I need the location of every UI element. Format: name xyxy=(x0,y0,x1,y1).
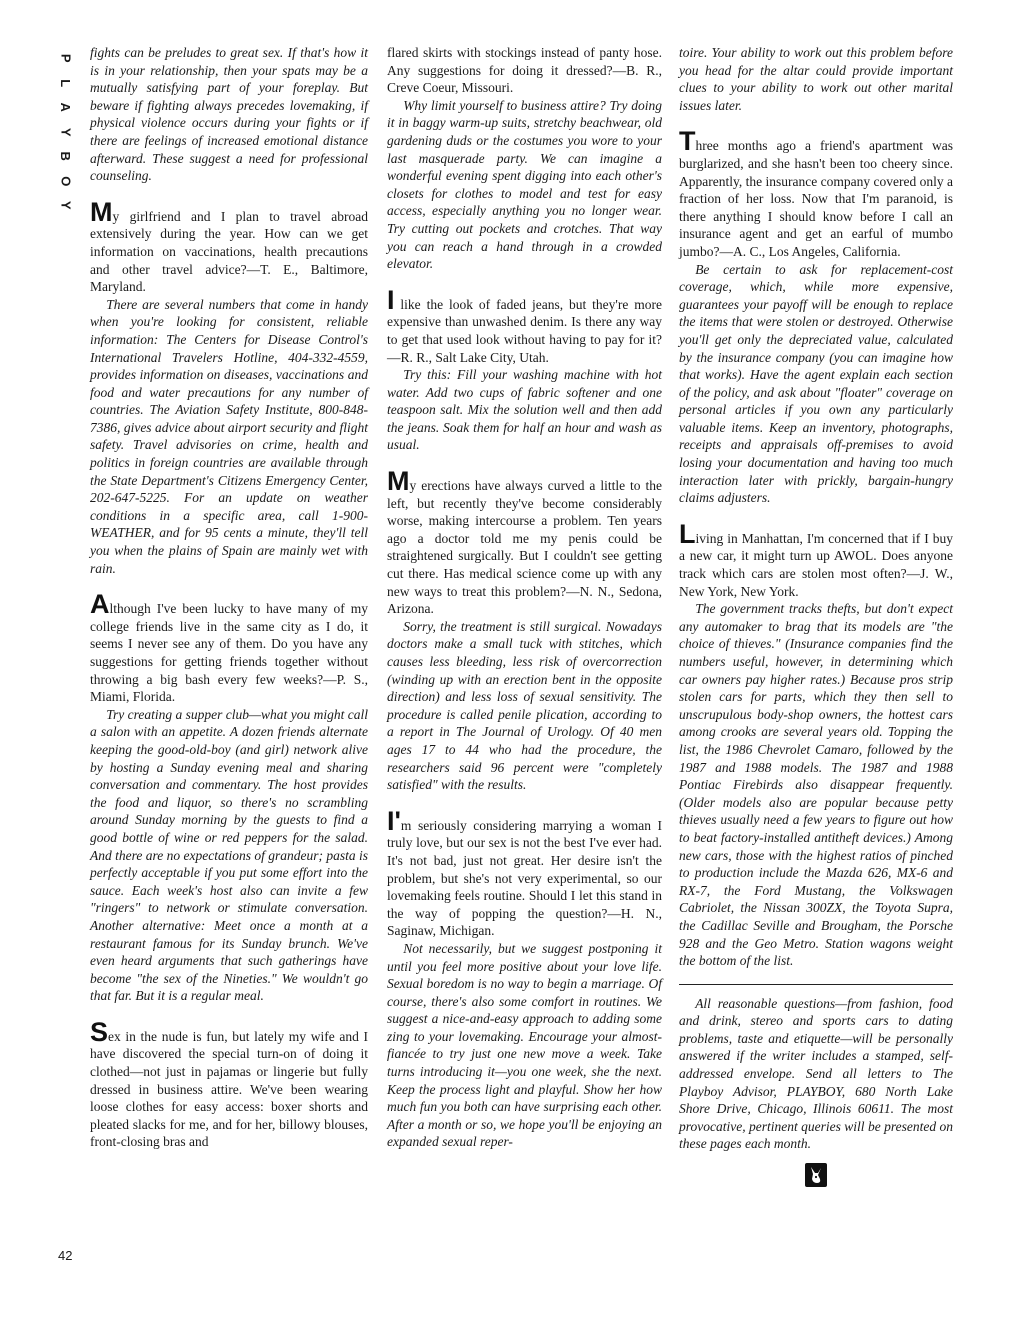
advisor-answer: Be certain to ask for replacement-cost coverage, which, while more expensive, guarantees your payoff will be enough to replace the items that were stolen or destroyed. Otherwise you'll get only the depreciated value, calculated by the insurance company (you can imagine how that works). Have the agent explain each section of the policy, and ask about "floater" coverage on personal articles if you own any particularly valuable items. Keep an inventory, photographs, receipts and appraisals off-premises to avoid losing your documentation and having too much interaction later with prickly, bargain-hungry claims adjusters. xyxy=(679,261,953,506)
advisor-answer: Not necessarily, but we suggest postponing it until you feel more positive about your love life. Sexual boredom is no way to begin a marriage. Of course, there's also some comfort in routines. We suggest a nice-and-easy approach to adding some zing to your lovemaking. Encourage your almost-fiancée to try just one new move a week. Take turns introducing it—you one week, she the next. Keep the process light and playful. Show her how much fun you both can have surprising each other. After a month or so, we hope you'll be enjoying an expanded sexual reper- xyxy=(387,940,662,1150)
masthead-letter: B xyxy=(58,151,74,161)
advisor-answer: Try creating a supper club—what you might call a salon with an appetite. A dozen friends alternate keeping the good-old-boy (and girl) network alive by hosting a Sunday evening meal and sharing conversation and commentary. The host provides the food and liquor, so there's no scrambling around Sunday morning by the guests to find a good bottle of wine or red peppers for the salad. And there are no expectations of grandeur; pasta is perfectly acceptable if you put some effort into the sauce. Each week's host also can invite a few "ringers" to network or stimulate conversation. Another alternative: Meet once a month at a restaurant famous for its Sunday brunch. We've even heard arguments that such gatherings have become "the sex of the Nineties." We wouldn't go that far. But it is a regular meal. xyxy=(90,706,368,1004)
reader-question: Sex in the nude is fun, but lately my wife and I have discovered the special turn-on of doing it clothed—not just in pajamas or lingerie but fully dressed in business attire. We've been wearing loose clothes for easy access: boxer shorts and pleated slacks for me, and for her, billowy blouses, front-closing bras and xyxy=(90,1016,368,1150)
section-divider xyxy=(679,984,953,985)
advisor-answer: toire. Your ability to work out this problem before you head for the altar could provide important clues to your ability to work out other marital issues later. xyxy=(679,45,953,113)
masthead-letter: Y xyxy=(58,127,74,137)
advisor-answer: There are several numbers that come in handy when you're looking for consistent, reliable information: The Centers for Disease Control's International Travelers Hotline, 404-332-4559, provides information on diseases, vaccinations and food and water precautions for any number of countries. The Aviation Safety Institute, 800-848-7386, gives advice about airport security and flight safety. Travel advisories on crime, health and politics in foreign countries are available through the State Department's Citizens Emergency Center, 202-647-5225. For an update on weather conditions in a specific area, call 1-900-WEATHER, and for 95 cents a minute, they'll tell you when the plains of Spain are mainly wet with rain. xyxy=(90,296,368,576)
submission-note: All reasonable questions—from fashion, food and drink, stereo and sports cars to dating problems, taste and etiquette—will be personally answered if the writer includes a stamped, self-addressed envelope. Send all letters to The Playboy Advisor, PLAYBOY, 680 North Lake Shore Drive, Chicago, Illinois 60611. The most provocative, pertinent queries will be presented on these pages each month. xyxy=(679,995,953,1152)
page-number: 42 xyxy=(58,1248,73,1263)
advisor-answer: Sorry, the treatment is still surgical. Nowadays doctors make a small tuck with stitches, which causes less bleeding, less risk of overcorrection (winding up with an erection bent in the opposite direction) and less loss of sexual sensitivity. The procedure is called penile plication, according to a report in The Journal of Urology. Of 40 men ages 17 to 44 who had the procedure, the researchers said 96 percent were "completely satisfied" with the results. xyxy=(387,618,662,793)
reader-question: I like the look of faded jeans, but they're more expensive than unwashed denim. Is there any way to get that used look without having to pay for it?—R. R., Salt Lake City, Utah. xyxy=(387,284,662,365)
reader-question: Living in Manhattan, I'm concerned that if I buy a new car, it might turn up AWOL. Does anyone track which cars are stolen most often?—J. W., New York, New York. xyxy=(679,518,953,599)
column-1 xyxy=(90,44,368,1151)
reader-question: Although I've been lucky to have many of my college friends live in the same city as I do, it seems I never see any of them. Do you have any suggestions for getting friends together without throwing a big bash every few weeks?—P. S., Miami, Florida. xyxy=(90,589,368,705)
advisor-answer: Why limit yourself to business attire? Try doing it in baggy warm-up suits, stretchy beachwear, old gardening duds or the costumes you wore to your last masquerade party. We can imagine a wonderful evening spent digging into each other's closets for clothes to model and test for easy access, especially anything you no longer wear. Try cutting out pockets and crotches. That way you can reach a hand through in a crowded elevator. xyxy=(387,97,662,272)
masthead-letter: P xyxy=(58,53,74,63)
advisor-answer: The government tracks thefts, but don't expect any automaker to brag that its models are "the choice of thieves." (Insurance companies find the numbers useful, however, in determining which car owners pay higher rates.) Because pros strip stolen cars for parts, which they then sell to unscrupulous body-shop owners, the hottest cars among crooks are several years old. Topping the list, the 1986 Chevrolet Camaro, followed by the 1987 and 1988 models. The 1987 and 1988 Pontiac Firebirds also disappear frequently. (Older models also are popular because petty thieves usually need a few years to figure out how to beat factory-installed antitheft devices.) Among new cars, those with the highest ratios of pinched to production include the Mazda 626, MX-6 and RX-7, the Ford Mustang, the Volkswagen Cabriolet, the Nissan 300ZX, the Toyota Supra, the Cadillac Seville and Brougham, the Porsche 928 and the Geo Metro. Station wagons weight the bottom of the list. xyxy=(679,601,953,969)
reader-question: My girlfriend and I plan to travel abroad extensively during the year. How can we get information on vaccinations, health precautions and other travel advice?—T. E., Baltimore, Maryland. xyxy=(90,196,368,295)
question-continuation: flared skirts with stockings instead of panty hose. Any suggestions for doing it dressed?—B. R., Creve Coeur, Missouri. xyxy=(387,45,662,96)
masthead-letter: Y xyxy=(58,200,74,210)
magazine-masthead xyxy=(54,46,76,218)
rabbit-head-icon xyxy=(679,1163,953,1187)
reader-question: My erections have always curved a little to the left, but recently they've become considerably worse, making intercourse a problem. Ten years ago a doctor told me my penis could be straightened surgically. But I couldn't see getting cut there. Has medical science come up with any new ways to treat this problem?—N. N., Sedona, Arizona. xyxy=(387,466,662,617)
reader-question: I'm seriously considering marrying a woman I truly love, but our sex is not the best I've ever had. It's not bad, just not great. Her desire isn't the problem, but she's not very experimental, so our lovemaking feels routine. Should I let this stand in the way of popping the question?—H. N., Saginaw, Michigan. xyxy=(387,805,662,939)
advisor-answer: Try this: Fill your washing machine with hot water. Add two cups of fabric softener and one teaspoon salt. Mix the solution well and then add the jeans. Soak them for half an hour and wash as usual. xyxy=(387,367,662,453)
column-2 xyxy=(387,44,662,1151)
column-3 xyxy=(679,44,953,1187)
masthead-letter: A xyxy=(58,102,74,112)
masthead-letter: O xyxy=(58,175,74,186)
reader-question: Three months ago a friend's apartment was burglarized, and she hasn't been too cheery since. Apparently, the insurance company covered only a fraction of her loss. Now that I'm paranoid, is there anything I should know before I call an insurance agent and get an earful of mumbo jumbo?—A. C., Los Angeles, California. xyxy=(679,126,953,259)
masthead-letter: L xyxy=(58,78,74,87)
advisor-answer: fights can be preludes to great sex. If that's how it is in your relationship, then your spats may be a mutually satisfying part of your foreplay. But beware if fighting always precedes lovemaking, if physical violence occurs during your fights or if there are feelings of increased emotional distance afterward. These suggest a need for professional counseling. xyxy=(90,45,368,184)
